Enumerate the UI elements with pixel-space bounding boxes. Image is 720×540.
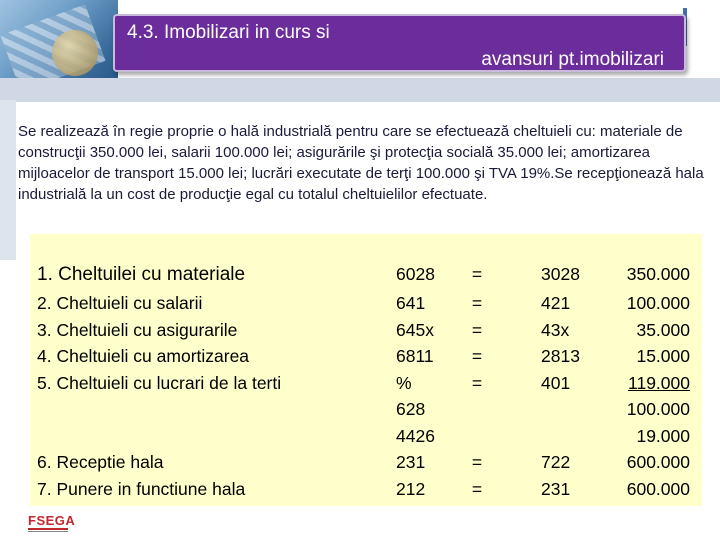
entry-row (30, 452, 702, 478)
problem-statement: Se realizează în regie proprie o hală industrială pentru care se efectuează cheltuieli cu: materiale de construcţii 350.000 lei, salarii 100.000 lei; asigurările şi protecţia socială 35.000 lei; amortizarea mijloacelor de transport 15.000 lei; lucrări executate de terţi 100.000 şi TVA 19%.Se recepţionează hala industrială la un cost de producţie egal cu totalul cheltuielilor efectuate. (18, 123, 704, 203)
debit-account: 6028 (396, 264, 435, 284)
debit-account: 6811 (396, 346, 434, 366)
debit-account: 231 (396, 452, 426, 472)
credit-account: 421 (541, 293, 571, 313)
credit-account: 231 (541, 479, 571, 499)
equals-sign: = (471, 293, 483, 313)
equals-sign: = (471, 264, 483, 284)
entry-amount-total: 119.000 (628, 373, 690, 393)
title-line-1: 4.3. Imobilizari in curs si (127, 22, 330, 43)
equals-sign: = (471, 479, 483, 499)
title-line-2: avansuri pt.imobilizari (481, 49, 664, 70)
entry-row (30, 479, 702, 505)
header-band (0, 78, 720, 102)
entry-row (30, 399, 702, 425)
logo-underline (28, 528, 68, 530)
entry-amount: 100.000 (626, 293, 690, 313)
entry-label: 6. Receptie hala (37, 452, 164, 472)
entry-label: 3. Cheltuieli cu asigurarile (37, 320, 238, 340)
entry-label: 5. Cheltuieli cu lucrari de la terti (37, 373, 282, 393)
entry-row (30, 373, 702, 399)
entry-row (30, 426, 702, 452)
credit-account: 722 (541, 452, 571, 472)
equals-sign: = (471, 346, 483, 366)
coin-decoration (52, 30, 98, 76)
entry-row (30, 293, 702, 319)
logo-subline (28, 531, 68, 532)
entry-label: 4. Cheltuieli cu amortizarea (37, 346, 250, 366)
debit-account: 628 (396, 399, 426, 419)
debit-account: 212 (396, 479, 426, 499)
entry-amount: 15.000 (636, 346, 690, 366)
debit-account: 4426 (396, 426, 435, 446)
credit-account: 401 (541, 373, 571, 393)
credit-account: 43x (541, 320, 570, 340)
debit-account: 645x (396, 320, 434, 340)
equals-sign: = (471, 452, 483, 472)
logo-text: FSEGA (28, 513, 76, 528)
debit-account: % (396, 373, 412, 393)
debit-account: 641 (396, 293, 426, 313)
entry-label: 7. Punere in functiune hala (37, 479, 246, 499)
slide-title (113, 14, 686, 72)
credit-account: 3028 (541, 264, 580, 284)
equals-sign: = (471, 373, 483, 393)
fsega-logo (26, 511, 76, 535)
entry-label: 2. Cheltuieli cu salarii (37, 293, 203, 313)
entry-amount: 600.000 (626, 452, 690, 472)
entry-amount: 600.000 (626, 479, 690, 499)
entry-row (30, 320, 702, 346)
entry-amount: 100.000 (626, 399, 690, 419)
side-strip (0, 100, 16, 260)
entry-amount: 350.000 (626, 264, 690, 284)
equals-sign: = (471, 320, 483, 340)
entry-label: 1. Cheltuilei cu materiale (37, 264, 246, 285)
entry-amount: 35.000 (636, 320, 690, 340)
entry-row (30, 346, 702, 372)
entry-amount: 19.000 (636, 426, 690, 446)
accounting-entries-panel (30, 234, 702, 506)
entry-row (30, 264, 702, 290)
credit-account: 2813 (541, 346, 580, 366)
